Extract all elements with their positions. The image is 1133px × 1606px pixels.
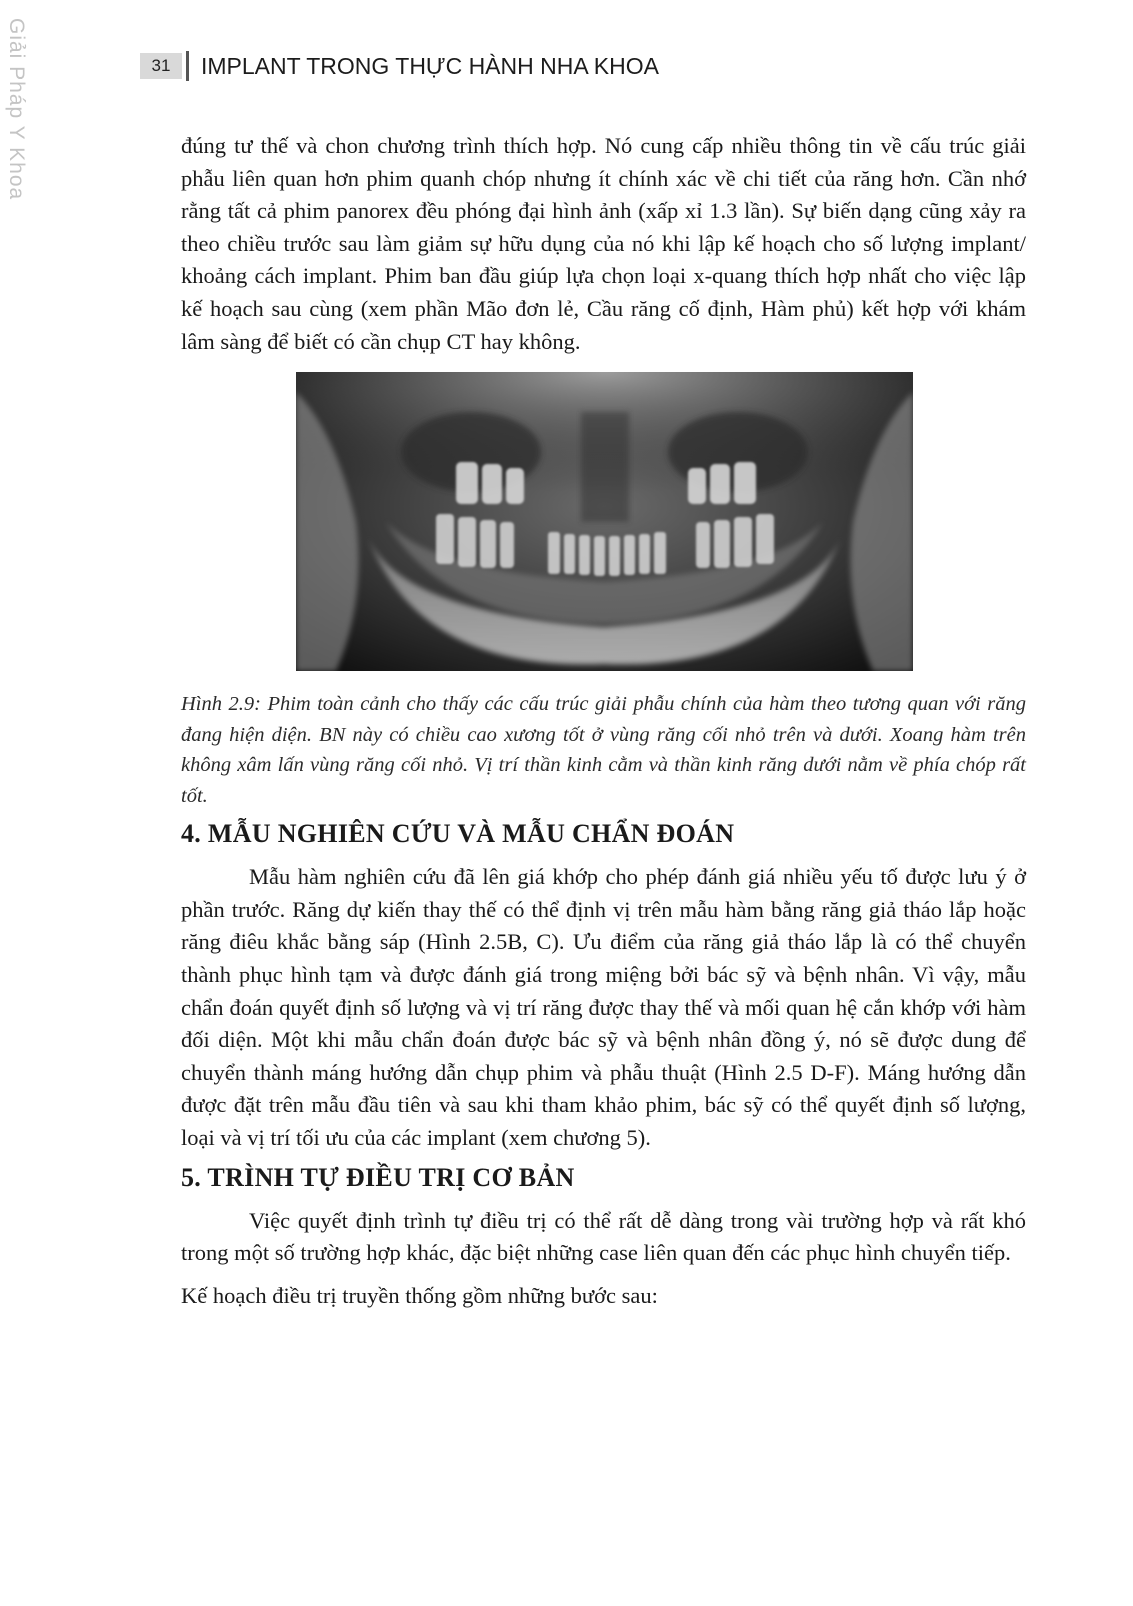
panoramic-xray-figure bbox=[296, 372, 913, 671]
section-5-heading: 5. TRÌNH TỰ ĐIỀU TRỊ CƠ BẢN bbox=[181, 1162, 575, 1192]
side-watermark: Giải Pháp Y Khoa bbox=[5, 18, 28, 201]
page-body bbox=[181, 130, 1026, 1312]
section-4-heading: 4. MẪU NGHIÊN CỨU VÀ MẪU CHẨN ĐOÁN bbox=[181, 819, 735, 849]
section-5-list-intro: Kế hoạch điều trị truyền thống gồm những bước sau: bbox=[181, 1282, 658, 1308]
figure-caption: Hình 2.9: Phim toàn cảnh cho thấy các cấu trúc giải phẫu chính của hàm theo tương quan với răng đang hiện diện. BN này có chiều cao xương tốt ở vùng răng cối nhỏ trên và dưới. Xoang hàm trên không xâm lấn vùng răng cối nhỏ. Vị trí thần kinh cằm và thần kinh răng dưới nằm về phía chóp rất tốt. bbox=[181, 693, 1026, 807]
page-number: 31 bbox=[140, 53, 182, 79]
panoramic-xray-image bbox=[296, 372, 913, 671]
header-divider bbox=[186, 51, 189, 81]
intro-paragraph: đúng tư thế và chon chương trình thích hợp. Nó cung cấp nhiều thông tin về cấu trúc giải phẫu liên quan hơn phim quanh chóp nhưng ít chính xác về chi tiết của răng hơn. Cần nhớ rằng tất cả phim panorex đều phóng đại hình ảnh (xấp xỉ 1.3 lần). Sự biến dạng cũng xảy ra theo chiều trước sau làm giảm sự hữu dụng của nó khi lập kế hoạch cho số lượng implant/ khoảng cách implant. Phim ban đầu giúp lựa chọn loại x-quang thích hợp nhất cho việc lập kế hoạch sau cùng (xem phần Mão đơn lẻ, Cầu răng cố định, Hàm phủ) kết hợp với khám lâm sàng để biết có cần chụp CT hay không. bbox=[181, 133, 1026, 354]
page-header bbox=[140, 52, 659, 80]
section-4-paragraph: Mẫu hàm nghiên cứu đã lên giá khớp cho phép đánh giá nhiều yếu tố được lưu ý ở phần trước. Răng dự kiến thay thế có thể định vị trên mẫu hàm bằng răng giả tháo lắp hoặc răng điêu khắc bằng sáp (Hình 2.5B, C). Ưu điểm của răng giả tháo lắp là có thể chuyển thành phục hình tạm và được đánh giá trong miệng bởi bác sỹ và bệnh nhân. Vì vậy, mẫu chẩn đoán quyết định số lượng và vị trí răng được thay thế và mối quan hệ cắn khớp với hàm đối diện. Một khi mẫu chẩn đoán được bác sỹ và bệnh nhân đồng ý, nó sẽ được dung để chuyển thành máng hướng dẫn chụp phim và phẫu thuật (Hình 2.5 D-F). Máng hướng dẫn được đặt trên mẫu đầu tiên và sau khi tham khảo phim, bác sỹ có thể quyết định số lượng, loại và vị trí tối ưu của các implant (xem chương 5). bbox=[181, 864, 1026, 1150]
book-title: IMPLANT TRONG THỰC HÀNH NHA KHOA bbox=[201, 52, 659, 79]
section-5-paragraph: Việc quyết định trình tự điều trị có thể rất dễ dàng trong vài trường hợp và rất khó trong một số trường hợp khác, đặc biệt những case liên quan đến các phục hình chuyển tiếp. bbox=[181, 1207, 1026, 1266]
